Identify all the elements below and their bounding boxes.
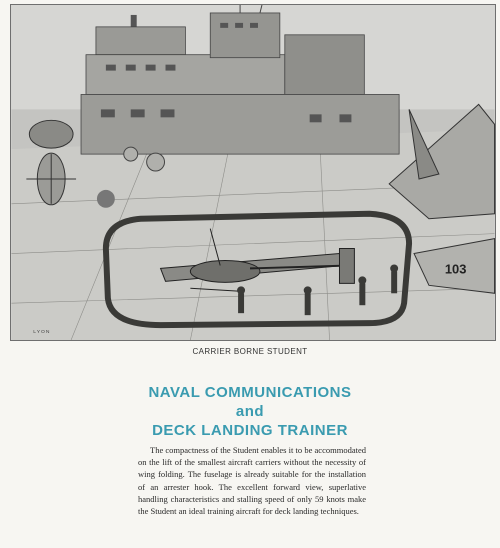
title-line-1: NAVAL COMMUNICATIONS bbox=[148, 384, 352, 401]
body-paragraph: The compactness of the Student enables it to be accommodated on the lift of the smallest aircraft carriers without the necessity of wing folding. The fuselage is already suitable for the installation of an arrester hook. The excellent forward view, superlative handling characteristics and stalling speed of only 59 knots make the Student an ideal training aircraft for deck landing techniques. bbox=[138, 445, 366, 517]
illustration-caption: CARRIER BORNE STUDENT bbox=[192, 347, 308, 356]
artist-signature: LYON bbox=[33, 330, 51, 336]
title-line-3: DECK LANDING TRAINER bbox=[152, 422, 348, 439]
title-line-2: and bbox=[235, 403, 265, 420]
carrier-sketch-svg bbox=[11, 5, 495, 340]
carrier-illustration bbox=[10, 4, 496, 341]
aircraft-marking: 103 bbox=[444, 261, 467, 277]
